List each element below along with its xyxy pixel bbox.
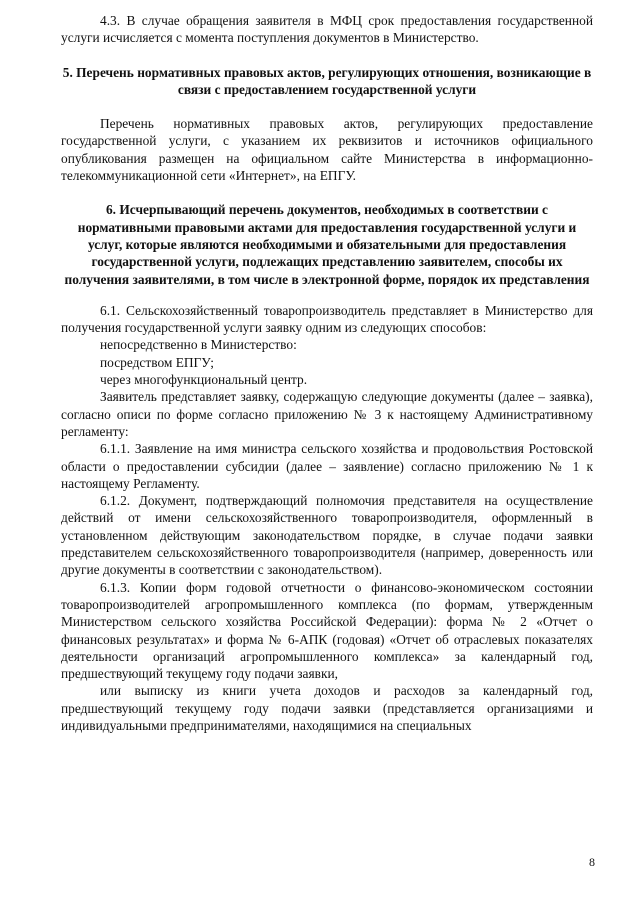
submission-way-1: непосредственно в Министерство: [100,337,297,353]
submission-way-2: посредством ЕПГУ; [100,354,214,370]
paragraph-4-3: 4.3. В случае обращения заявителя в МФЦ срок предоставления государственной услуги исчисляется с момента поступления документов в Министерство. [61,13,593,46]
paragraph-or: или выписку из книги учета доходов и расходов за календарный год, предшествующий текущему году подачи заявки (представляется организациями и индивидуальными предпринимателями, находящимися на специальных [61,683,593,733]
paragraph-6-1: 6.1. Сельскохозяйственный товаропроизводитель представляет в Министерство для получения государственной услуги заявку одним из следующих способов: [61,302,593,336]
paragraph-6-1-2: 6.1.2. Документ, подтверждающий полномочия представителя на осуществление действий от имени сельскохозяйственного товаропроизводителя, оформленный в установленном действующим законодательством порядке, в случае подачи заявки представителем сельскохозяйственного товаропроизводителя (например, доверенность или другие документы в соответствии с законодательством). [61,493,593,578]
submission-way-3: через многофункциональный центр. [100,372,308,388]
paragraph-6-1-1: 6.1.1. Заявление на имя министра сельского хозяйства и продовольствия Ростовской области о предоставлении субсидии (далее – заявление) согласно приложению № 1 к настоящему Регламенту. [61,441,593,491]
paragraph-5: Перечень нормативных правовых актов, регулирующих предоставление государственной услуги, с указанием их реквизитов и источников официального опубликования размещен на официальном сайте Министерства в информационно-телекоммуникационной сети «Интернет», на ЕПГУ. [61,116,593,184]
section-6-heading: 6. Исчерпывающий перечень документов, необходимых в соответствии с нормативными правовыми актами для предоставления государственной услуги и услуг, которые являются необходимыми и обязательными для предоставления государственной услуги, подлежащих представлению заявителем, способы их получения заявителями, в том числе в электронной форме, порядок их представления [64,202,590,287]
paragraph-applicant: Заявитель представляет заявку, содержащую следующие документы (далее – заявка), согласно описи по форме согласно приложению № 3 к настоящему Административному регламенту: [61,389,593,439]
page-number: 8 [589,855,595,869]
document-page [61,12,593,734]
paragraph-6-1-3: 6.1.3. Копии форм годовой отчетности о финансово-экономическом состоянии товаропроизводителей агропромышленного комплекса (по формам, утвержденным Министерством сельского хозяйства Российской Федерации): форма № 2 «Отчет о финансовых результатах» и форма № 6-АПК (годовая) «Отчет об отраслевых показателях деятельности организаций агропромышленного комплекса» за календарный год, предшествующий текущему году подачи заявки, [61,579,593,682]
section-5-heading: 5. Перечень нормативных правовых актов, регулирующих отношения, возникающие в связи с предоставлением государственной услуги [62,64,592,97]
